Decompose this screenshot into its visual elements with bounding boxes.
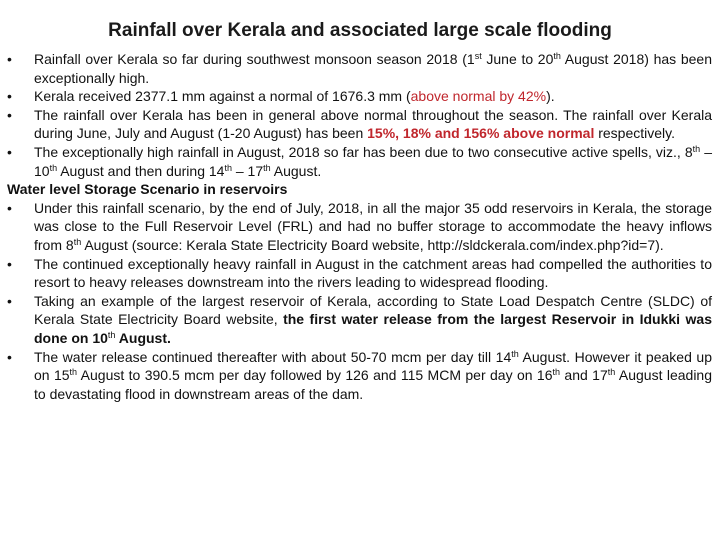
bullet-icon: •	[7, 143, 12, 160]
bold-text: August.	[115, 329, 171, 346]
text: Taking an example of the largest reservoir of Kerala, according to State Load Despatch Centre (SLDC) of Kerala State Electricity Board website,	[34, 292, 712, 328]
superscript: th	[224, 162, 232, 173]
text: – 10	[34, 143, 712, 179]
bullet-icon: •	[7, 292, 12, 309]
highlight-text: above normal by 42%	[410, 88, 547, 105]
text: Rainfall over Kerala so far during southwest monsoon season 2018 (1	[34, 51, 475, 67]
highlight-text: 15%, 18% and 156% above normal	[367, 125, 595, 142]
text: The exceptionally high rainfall in August, 2018 so far has been due to two consecutive active spells, viz., 8	[34, 143, 693, 160]
bullet-icon: •	[7, 348, 12, 365]
text: August leading to devastating flood in downstream areas of the dam.	[34, 367, 713, 402]
text: respectively.	[594, 125, 676, 142]
text: August to 390.5 mcm per day followed by 126 and 115 MCM per day on 16	[77, 367, 553, 384]
superscript: th	[607, 367, 616, 378]
bullet-august-spells	[7, 143, 712, 180]
bullet-icon: •	[7, 199, 12, 216]
slide-body	[7, 50, 712, 403]
text: The rainfall over Kerala has been in general above normal throughout the season. The rainfall over Kerala during June, July and August (1-20 August) has been	[34, 106, 712, 142]
superscript: st	[474, 51, 482, 61]
superscript: th	[692, 143, 701, 154]
text: Under this rainfall scenario, by the end of July, 2018, in all the major 35 odd reservoirs in Kerala, the storage was close to the Full Reservoir Level (FRL) and had no buffer storage to accommodate the heavy inflows from 8	[34, 199, 712, 253]
bullet-rainfall-season	[7, 50, 712, 87]
slide-title: Rainfall over Kerala and associated large scale flooding	[108, 20, 612, 41]
bullet-rainfall-amount	[7, 87, 712, 106]
bold-text: the first water release from the largest Reservoir in Idukki was done on 10	[34, 311, 712, 346]
superscript: th	[552, 367, 561, 378]
text: August. However it peaked up on 15	[34, 348, 712, 384]
text: August.	[270, 162, 322, 179]
text: – 17	[231, 162, 264, 179]
superscript: th	[49, 162, 58, 173]
superscript: th	[511, 348, 519, 359]
text: June to 20	[481, 51, 554, 67]
superscript: th	[69, 367, 78, 378]
text: The water release continued thereafter with about 50-70 mcm per day till 14	[34, 348, 512, 365]
text: August and then during 14	[57, 162, 225, 179]
bullet-heavy-releases	[7, 255, 712, 292]
text: Kerala received 2377.1 mm against a normal of 1676.3 mm (	[34, 88, 411, 105]
bullet-reservoir-storage	[7, 199, 712, 255]
bullet-icon: •	[7, 88, 12, 105]
superscript: th	[263, 162, 271, 173]
bullet-release-peak	[7, 348, 712, 404]
text: ).	[546, 88, 555, 105]
section-heading: Water level Storage Scenario in reservoirs	[7, 181, 288, 198]
text: The continued exceptionally heavy rainfall in August in the catchment areas had compelled the authorities to resort to heavy releases downstream into the rivers leading to widespread flooding.	[34, 255, 712, 291]
superscript: th	[73, 236, 82, 247]
bullet-idukki-release	[7, 292, 712, 348]
superscript: th	[107, 329, 116, 340]
text: August 2018) has been exceptionally high.	[34, 51, 712, 86]
text: and 17	[560, 367, 608, 384]
bullet-icon: •	[7, 51, 12, 67]
superscript: th	[553, 51, 561, 61]
text: August (source: Kerala State Electricity Board website, http://sldckerala.com/index.php?id=7).	[81, 236, 664, 253]
bullet-icon: •	[7, 106, 12, 123]
bullet-monthly-rainfall	[7, 106, 712, 143]
bullet-icon: •	[7, 255, 12, 272]
